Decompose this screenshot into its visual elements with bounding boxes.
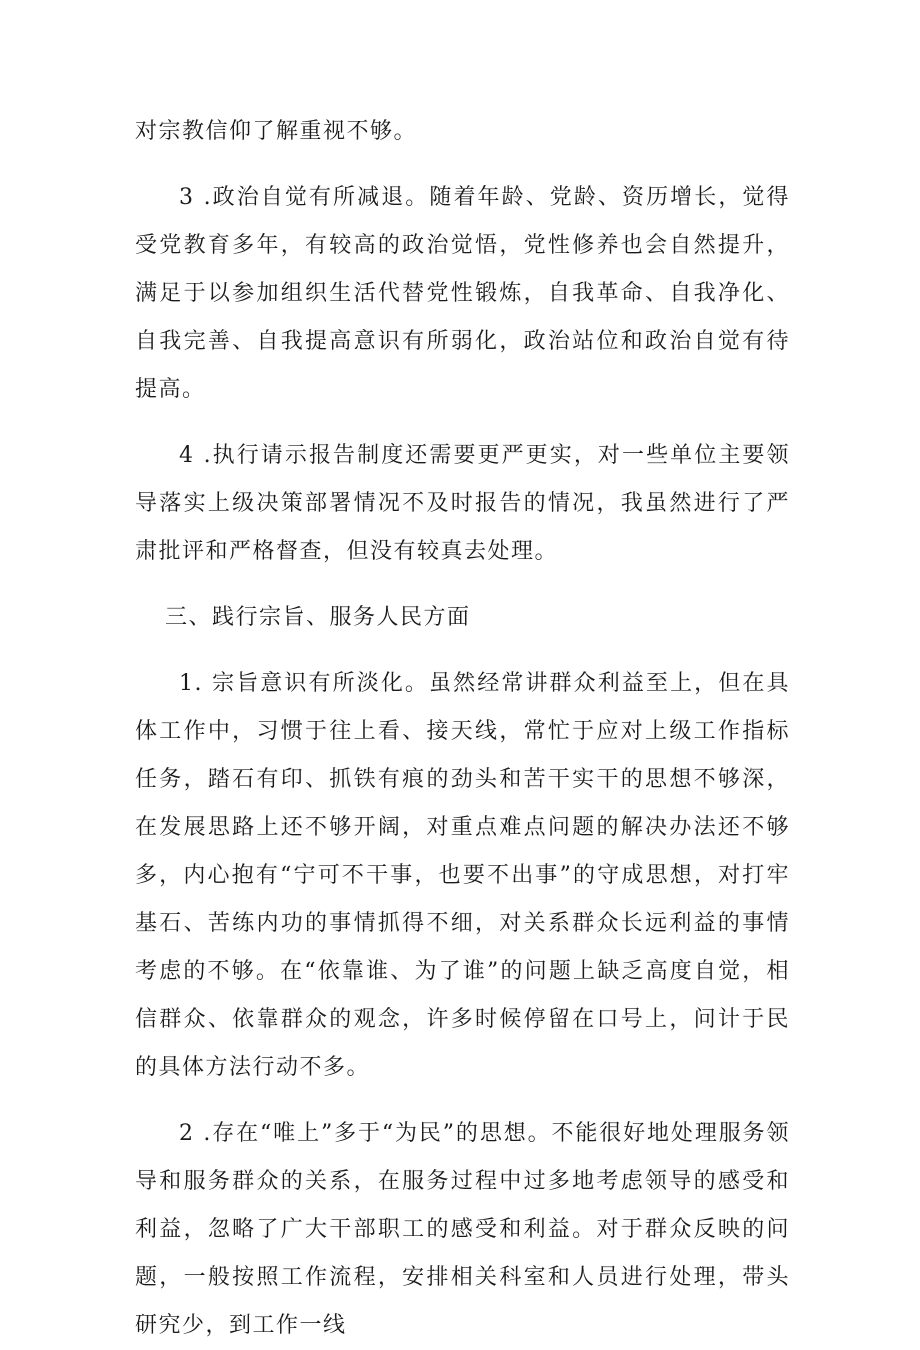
- paragraph-purpose-awareness: 1. 宗旨意识有所淡化。虽然经常讲群众利益至上，但在具体工作中，习惯于往上看、接天线，常忙于应对上级工作指标任务，踏石有印、抓铁有痕的劲头和苦干实干的思想不够深，在发展思路上还不够开阔，对重点难点问题的解决办法还不够多，内心抱有“宁可不干事，也要不出事”的守成思想，对打牢基石、苦练内功的事情抓得不细，对关系群众长远利益的事情考虑的不够。在“依靠谁、为了谁”的问题上缺乏高度自觉，相信群众、依靠群众的观念，许多时候停留在口号上，问计于民的具体方法行动不多。: [135, 671, 790, 1080]
- paragraph-superior-over-people: 2 .存在“唯上”多于“为民”的思想。不能很好地处理服务领导和服务群众的关系，在服务过程中过多地考虑领导的感受和利益，忽略了广大干部职工的感受和利益。对于群众反映的问题，一般按照工作流程，安排相关科室和人员进行处理，带头研究少，到工作一线: [135, 1121, 790, 1338]
- paragraph-political-awareness: 3 .政治自觉有所减退。随着年龄、党龄、资历增长，觉得受党教育多年，有较高的政治觉悟，党性修养也会自然提升，满足于以参加组织生活代替党性锻炼，自我革命、自我净化、自我完善、自我提高意识有所弱化，政治站位和政治自觉有待提高。: [135, 185, 790, 402]
- section-heading-serve-people: 三、践行宗旨、服务人民方面: [165, 605, 471, 630]
- paragraph-continuation: 对宗教信仰了解重视不够。: [135, 119, 418, 144]
- paragraph-reporting-system: 4 .执行请示报告制度还需要更严更实，对一些单位主要领导落实上级决策部署情况不及时报告的情况，我虽然进行了严肃批评和严格督查，但没有较真去处理。: [135, 443, 790, 564]
